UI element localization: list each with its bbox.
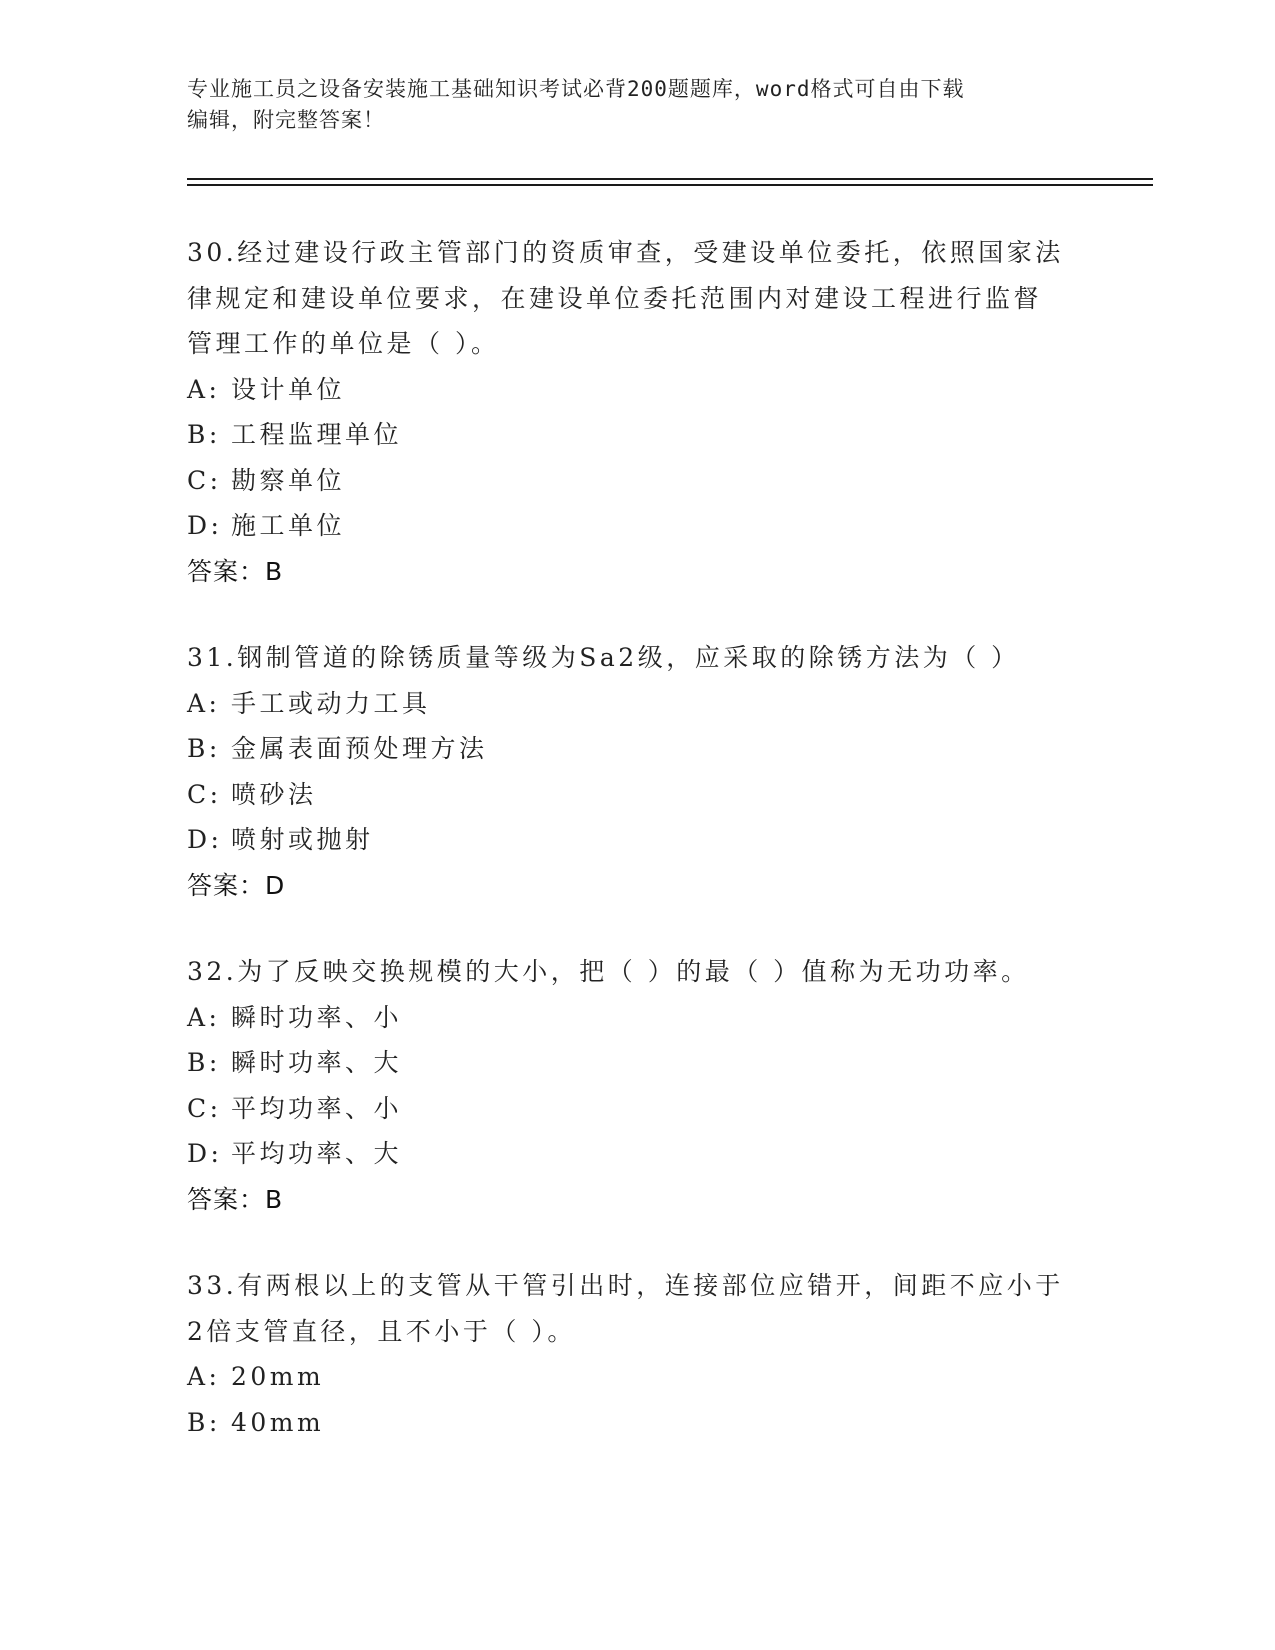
option-text: 工程监理单位 [231,420,403,449]
question-text-line: 30.经过建设行政主管部门的资质审查，受建设单位委托，依照国家法 [187,238,1064,267]
question-block [187,635,1087,908]
answer-line [187,549,1087,595]
question-block [187,949,1087,1222]
option-key: D: [187,825,223,854]
header-divider-top [187,178,1153,180]
question-block [187,230,1087,594]
answer-value: B [265,556,284,586]
answer-value: D [265,870,286,900]
question-text-line: 2倍支管直径，且不小于（ ）。 [187,1316,576,1346]
header-line-2: 编辑，附完整答案！ [187,108,385,132]
answer-value: B [265,1184,284,1214]
question-text-line: 管理工作的单位是（ ）。 [187,329,500,358]
question-text-line: 32.为了反映交换规模的大小，把（ ）的最（ ）值称为无功功率。 [187,957,1030,986]
answer-option [187,817,1087,863]
option-key: D: [187,511,223,540]
question-list [187,230,1087,1486]
answer-option [187,995,1087,1041]
answer-option [187,1354,1087,1400]
option-text: 喷射或抛射 [231,825,374,854]
option-text: 20mm [231,1362,325,1391]
answer-label: 答案： [187,556,266,586]
option-key: A: [187,1002,221,1032]
option-text: 手工或动力工具 [231,688,431,718]
answer-option [187,503,1087,549]
option-key: B: [187,420,221,449]
option-text: 设计单位 [231,374,346,404]
question-text-line: 31.钢制管道的除锈质量等级为Sa2级，应采取的除锈方法为（ ） [187,643,1020,672]
option-key: C: [187,465,222,495]
answer-option [187,367,1087,413]
question-block [187,1263,1087,1445]
header-divider-bottom [187,184,1153,186]
option-text: 平均功率、小 [231,1093,403,1123]
option-text: 金属表面预处理方法 [231,734,488,763]
answer-option [187,681,1087,727]
answer-label: 答案： [187,870,266,900]
question-text-line: 33.有两根以上的支管从干管引出时，连接部位应错开，间距不应小于 [187,1271,1064,1300]
option-key: C: [187,779,222,809]
option-key: B: [187,1048,221,1077]
header-line-1: 专业施工员之设备安装施工基础知识考试必背200题题库，word格式可自由下载 [187,77,965,101]
answer-option [187,1040,1087,1086]
answer-label: 答案： [187,1184,266,1214]
option-text: 施工单位 [231,511,346,540]
answer-option [187,1400,1087,1446]
document-header [187,74,1087,136]
answer-option [187,772,1087,818]
option-text: 瞬时功率、小 [231,1002,403,1032]
option-key: A: [187,688,221,718]
option-text: 平均功率、大 [231,1139,403,1168]
answer-option [187,1086,1087,1132]
option-text: 喷砂法 [231,779,317,809]
answer-option [187,1131,1087,1177]
answer-option [187,412,1087,458]
option-text: 40mm [231,1407,325,1437]
option-key: A: [187,1362,221,1391]
option-text: 勘察单位 [231,465,346,495]
option-key: B: [187,734,221,763]
option-key: D: [187,1139,223,1168]
answer-line [187,1177,1087,1223]
option-text: 瞬时功率、大 [231,1048,403,1077]
answer-option [187,458,1087,504]
question-text-line: 律规定和建设单位要求，在建设单位委托范围内对建设工程进行监督 [187,283,1043,313]
option-key: B: [187,1407,221,1437]
answer-option [187,726,1087,772]
option-key: A: [187,374,221,404]
option-key: C: [187,1093,222,1123]
answer-line [187,863,1087,909]
